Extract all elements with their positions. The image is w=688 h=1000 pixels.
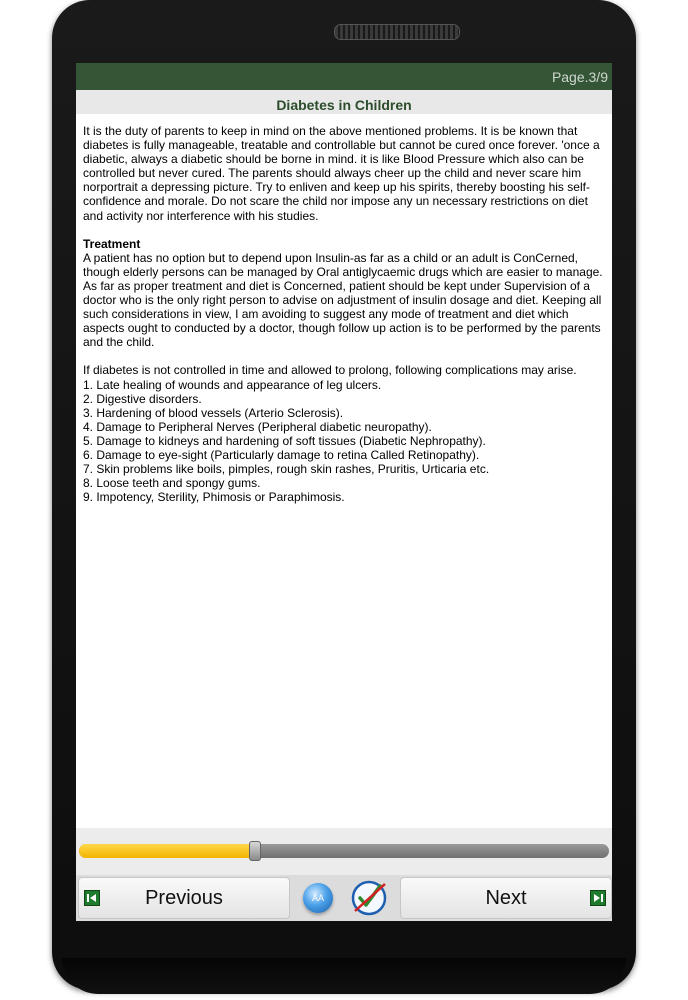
list-item: 3. Hardening of blood vessels (Arterio Sclerosis). <box>83 405 344 420</box>
skip-previous-icon <box>84 890 100 906</box>
page-slider-thumb[interactable] <box>249 841 261 861</box>
tablet-frame-bottom <box>62 958 626 994</box>
next-button[interactable] <box>400 877 612 919</box>
intro-paragraph: It is the duty of parents to keep in mind on the above mentioned problems. It is be known that diabetes is fully manageable, treatable and controllable but cannot be cured once forever. 'once a diabetic, always a diabetic should be borne in mind. it is like Blood Pressure which also can be controlled but never cured. The parents should always cheer up the child and never scare him norportrait a depressing picture. Try to enliven and keep up his spirits, thereby boosting his self-confidence and morale. Do not scare the child nor impose any un necessary restrictions on diet and activity nor interference with his studies. <box>83 124 600 223</box>
font-size-button[interactable] <box>303 883 333 913</box>
page-slider[interactable] <box>79 844 609 858</box>
article-body <box>83 124 611 504</box>
list-item: 8. Loose teeth and spongy gums. <box>83 476 261 491</box>
app-screen <box>76 63 612 921</box>
speaker-grille <box>334 24 460 40</box>
treatment-paragraph: A patient has no option but to depend upon Insulin-as far as a child or an adult is ConCerned, though elderly persons can be managed by Oral antiglycaemic drugs which are easier to manage. As far as proper treatment and diet is Concerned, patient should be kept under Supervision of a doctor who is the only right person to advise on adjustment of insulin dosage and diet. Keeping all such considerations in view, I am avoiding to suggest any mode of treatment and diet which aspects ought to conducted by a doctor, though follow up action is to be performed by the parents and the child. <box>83 250 603 350</box>
title-bar <box>76 90 612 114</box>
no-tick-button[interactable] <box>347 878 391 916</box>
page-slider-fill <box>79 844 254 858</box>
font-size-icon: AA <box>311 893 324 903</box>
page-slider-area <box>76 828 612 875</box>
no-tick-icon <box>347 878 391 916</box>
list-item: 1. Late healing of wounds and appearance of leg ulcers. <box>83 377 382 392</box>
previous-button-label: Previous <box>145 887 223 909</box>
next-button-label: Next <box>485 887 527 909</box>
list-item: 2. Digestive disorders. <box>83 391 202 406</box>
page-title: Diabetes in Children <box>276 97 412 113</box>
list-item: 5. Damage to kidneys and hardening of soft tissues (Diabetic Nephropathy). <box>83 433 486 448</box>
top-bar <box>76 63 612 90</box>
complications-intro: If diabetes is not controlled in time and allowed to prolong, following complications may arise. <box>83 363 577 378</box>
treatment-heading: Treatment <box>83 236 141 251</box>
page-indicator: Page.3/9 <box>551 69 608 85</box>
previous-button[interactable] <box>78 877 290 919</box>
list-item: 7. Skin problems like boils, pimples, rough skin rashes, Pruritis, Urticaria etc. <box>83 462 490 477</box>
list-item: 6. Damage to eye-sight (Particularly damage to retina Called Retinopathy). <box>83 447 480 462</box>
list-item: 4. Damage to Peripheral Nerves (Peripheral diabetic neuropathy). <box>83 419 432 434</box>
list-item: 9. Impotency, Sterility, Phimosis or Paraphimosis. <box>83 490 345 505</box>
navigation-bar <box>76 875 612 921</box>
skip-next-icon <box>590 890 606 906</box>
complications-list <box>83 378 611 505</box>
